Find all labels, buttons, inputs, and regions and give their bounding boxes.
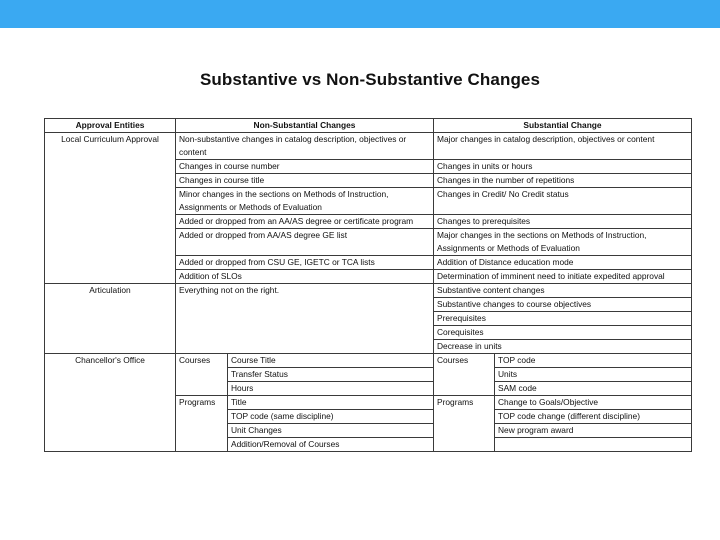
page-title: Substantive vs Non-Substantive Changes: [199, 70, 541, 89]
top-accent-bar: [0, 0, 720, 28]
articulation-row: [45, 284, 692, 298]
local-non-4: Minor changes in the sections on Methods of Instruction, Assignments or Methods of Evaluation: [176, 188, 434, 215]
local-sub-5: Changes to prerequisites: [434, 215, 692, 229]
articulation-sub-3: Prerequisites: [434, 312, 692, 326]
programs-sub-3: New program award: [495, 424, 692, 438]
local-sub-1: Major changes in catalog description, objectives or content: [434, 133, 692, 160]
sub-programs-label: Programs: [434, 396, 495, 452]
entity-articulation: Articulation: [45, 284, 176, 354]
courses-non-2: Transfer Status: [228, 368, 434, 382]
header-substantial: Substantial Change: [434, 119, 692, 133]
articulation-non: Everything not on the right.: [176, 284, 434, 354]
entity-chancellors-office: Chancellor's Office: [45, 354, 176, 452]
local-sub-8: Determination of imminent need to initiate expedited approval: [434, 270, 692, 284]
local-sub-3: Changes in the number of repetitions: [434, 174, 692, 188]
changes-table: [44, 118, 692, 452]
courses-sub-2: Units: [495, 368, 692, 382]
articulation-sub-4: Corequisites: [434, 326, 692, 340]
header-approval-entities: Approval Entities: [45, 119, 176, 133]
articulation-sub-5: Decrease in units: [434, 340, 692, 354]
local-sub-7: Addition of Distance education mode: [434, 256, 692, 270]
non-courses-label: Courses: [176, 354, 228, 396]
local-non-6: Added or dropped from AA/AS degree GE list: [176, 229, 434, 256]
header-non-substantial: Non-Substantial Changes: [176, 119, 434, 133]
local-non-8: Addition of SLOs: [176, 270, 434, 284]
local-non-3: Changes in course title: [176, 174, 434, 188]
courses-sub-1: TOP code: [495, 354, 692, 368]
articulation-sub-1: Substantive content changes: [434, 284, 692, 298]
local-non-5: Added or dropped from an AA/AS degree or certificate program: [176, 215, 434, 229]
chancellor-row: [45, 354, 692, 368]
local-sub-2: Changes in units or hours: [434, 160, 692, 174]
local-row: [45, 133, 692, 160]
entity-local-curriculum: Local Curriculum Approval: [45, 133, 176, 284]
programs-non-4: Addition/Removal of Courses: [228, 438, 434, 452]
programs-sub-4: [495, 438, 692, 452]
local-non-1: Non-substantive changes in catalog description, objectives or content: [176, 133, 434, 160]
local-sub-4: Changes in Credit/ No Credit status: [434, 188, 692, 215]
local-sub-6: Major changes in the sections on Methods of Instruction, Assignments or Methods of Evaluation: [434, 229, 692, 256]
local-non-7: Added or dropped from CSU GE, IGETC or TCA lists: [176, 256, 434, 270]
articulation-sub-2: Substantive changes to course objectives: [434, 298, 692, 312]
programs-sub-1: Change to Goals/Objective: [495, 396, 692, 410]
programs-non-2: TOP code (same discipline): [228, 410, 434, 424]
programs-sub-2: TOP code change (different discipline): [495, 410, 692, 424]
courses-non-3: Hours: [228, 382, 434, 396]
courses-sub-3: SAM code: [495, 382, 692, 396]
non-programs-label: Programs: [176, 396, 228, 452]
header-row: [45, 119, 692, 133]
courses-non-1: Course Title: [228, 354, 434, 368]
programs-non-1: Title: [228, 396, 434, 410]
sub-courses-label: Courses: [434, 354, 495, 396]
local-non-2: Changes in course number: [176, 160, 434, 174]
programs-non-3: Unit Changes: [228, 424, 434, 438]
